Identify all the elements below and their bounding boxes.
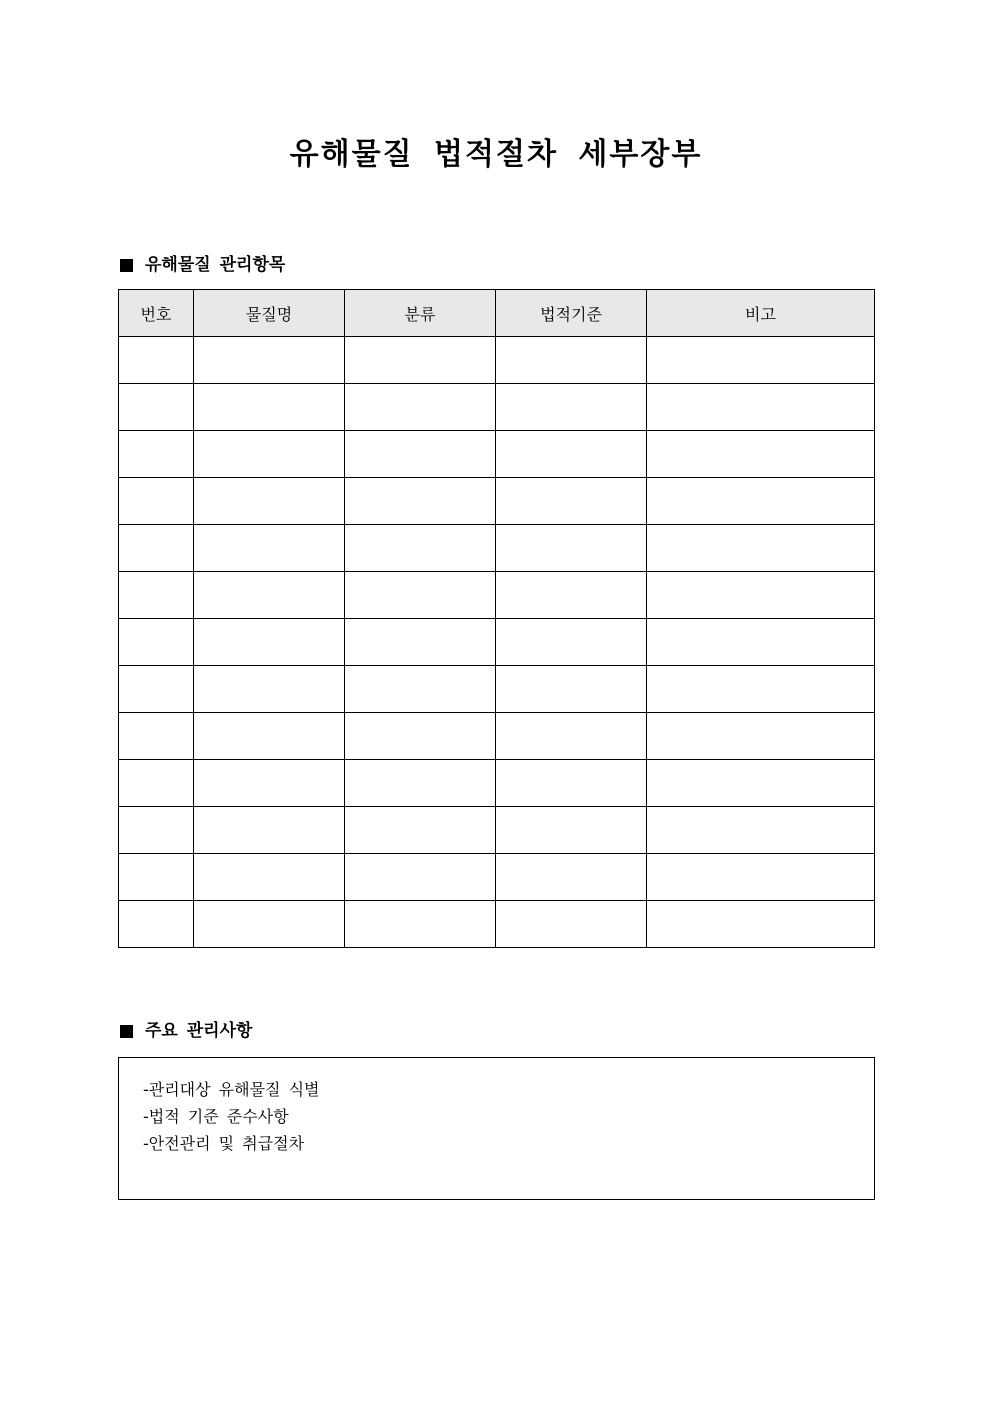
table-header-row	[119, 290, 875, 337]
cell-number[interactable]	[119, 525, 194, 572]
header-remarks: 비고	[647, 290, 875, 337]
cell-substance-name[interactable]	[194, 854, 345, 901]
section-heading-management-items	[118, 253, 285, 277]
list-item: -법적 기준 준수사항	[143, 1107, 289, 1126]
cell-substance-name[interactable]	[194, 478, 345, 525]
square-bullet-icon	[120, 1025, 133, 1038]
cell-number[interactable]	[119, 713, 194, 760]
table-row	[119, 384, 875, 431]
cell-number[interactable]	[119, 337, 194, 384]
cell-category[interactable]	[345, 666, 496, 713]
cell-category[interactable]	[345, 854, 496, 901]
cell-legal-standard[interactable]	[496, 666, 647, 713]
cell-category[interactable]	[345, 337, 496, 384]
list-item: -안전관리 및 취급절차	[143, 1134, 305, 1153]
cell-substance-name[interactable]	[194, 666, 345, 713]
cell-number[interactable]	[119, 854, 194, 901]
cell-number[interactable]	[119, 478, 194, 525]
table-row	[119, 807, 875, 854]
cell-remarks[interactable]	[647, 478, 875, 525]
square-bullet-icon	[120, 259, 133, 272]
table-row	[119, 901, 875, 948]
notes-list	[143, 1076, 320, 1157]
header-legal-standard: 법적기준	[496, 290, 647, 337]
cell-remarks[interactable]	[647, 337, 875, 384]
cell-legal-standard[interactable]	[496, 337, 647, 384]
cell-legal-standard[interactable]	[496, 431, 647, 478]
cell-remarks[interactable]	[647, 760, 875, 807]
cell-legal-standard[interactable]	[496, 384, 647, 431]
cell-legal-standard[interactable]	[496, 901, 647, 948]
table-row	[119, 431, 875, 478]
section-heading-label: 유해물질 관리항목	[145, 255, 286, 275]
cell-substance-name[interactable]	[194, 619, 345, 666]
cell-remarks[interactable]	[647, 901, 875, 948]
cell-number[interactable]	[119, 760, 194, 807]
cell-legal-standard[interactable]	[496, 713, 647, 760]
cell-legal-standard[interactable]	[496, 478, 647, 525]
cell-remarks[interactable]	[647, 666, 875, 713]
cell-remarks[interactable]	[647, 525, 875, 572]
cell-category[interactable]	[345, 619, 496, 666]
cell-category[interactable]	[345, 525, 496, 572]
table-row	[119, 337, 875, 384]
cell-category[interactable]	[345, 901, 496, 948]
cell-category[interactable]	[345, 807, 496, 854]
cell-substance-name[interactable]	[194, 760, 345, 807]
cell-remarks[interactable]	[647, 572, 875, 619]
cell-substance-name[interactable]	[194, 572, 345, 619]
cell-remarks[interactable]	[647, 431, 875, 478]
cell-remarks[interactable]	[647, 807, 875, 854]
header-category: 분류	[345, 290, 496, 337]
cell-category[interactable]	[345, 384, 496, 431]
cell-number[interactable]	[119, 572, 194, 619]
cell-legal-standard[interactable]	[496, 854, 647, 901]
cell-remarks[interactable]	[647, 619, 875, 666]
cell-number[interactable]	[119, 807, 194, 854]
cell-category[interactable]	[345, 431, 496, 478]
notes-box	[118, 1057, 875, 1200]
cell-substance-name[interactable]	[194, 901, 345, 948]
table-row	[119, 619, 875, 666]
cell-remarks[interactable]	[647, 384, 875, 431]
cell-substance-name[interactable]	[194, 525, 345, 572]
cell-category[interactable]	[345, 713, 496, 760]
cell-number[interactable]	[119, 431, 194, 478]
table-row	[119, 572, 875, 619]
table-row	[119, 713, 875, 760]
cell-number[interactable]	[119, 666, 194, 713]
cell-remarks[interactable]	[647, 854, 875, 901]
cell-category[interactable]	[345, 760, 496, 807]
cell-substance-name[interactable]	[194, 807, 345, 854]
header-substance-name: 물질명	[194, 290, 345, 337]
cell-substance-name[interactable]	[194, 431, 345, 478]
table-row	[119, 666, 875, 713]
list-item: -관리대상 유해물질 식별	[143, 1080, 320, 1099]
section-heading-key-management	[118, 1019, 252, 1043]
cell-number[interactable]	[119, 619, 194, 666]
cell-legal-standard[interactable]	[496, 760, 647, 807]
cell-number[interactable]	[119, 901, 194, 948]
cell-legal-standard[interactable]	[496, 807, 647, 854]
cell-substance-name[interactable]	[194, 337, 345, 384]
cell-legal-standard[interactable]	[496, 525, 647, 572]
table-body	[119, 337, 875, 948]
cell-remarks[interactable]	[647, 713, 875, 760]
table-row	[119, 525, 875, 572]
substance-table	[118, 289, 875, 948]
table-row	[119, 760, 875, 807]
cell-category[interactable]	[345, 572, 496, 619]
table-row	[119, 854, 875, 901]
cell-substance-name[interactable]	[194, 384, 345, 431]
section-heading-label: 주요 관리사항	[145, 1021, 253, 1041]
header-number: 번호	[119, 290, 194, 337]
cell-category[interactable]	[345, 478, 496, 525]
cell-legal-standard[interactable]	[496, 572, 647, 619]
cell-legal-standard[interactable]	[496, 619, 647, 666]
table-row	[119, 478, 875, 525]
cell-substance-name[interactable]	[194, 713, 345, 760]
document-title: 유해물질 법적절차 세부장부	[289, 137, 703, 172]
cell-number[interactable]	[119, 384, 194, 431]
